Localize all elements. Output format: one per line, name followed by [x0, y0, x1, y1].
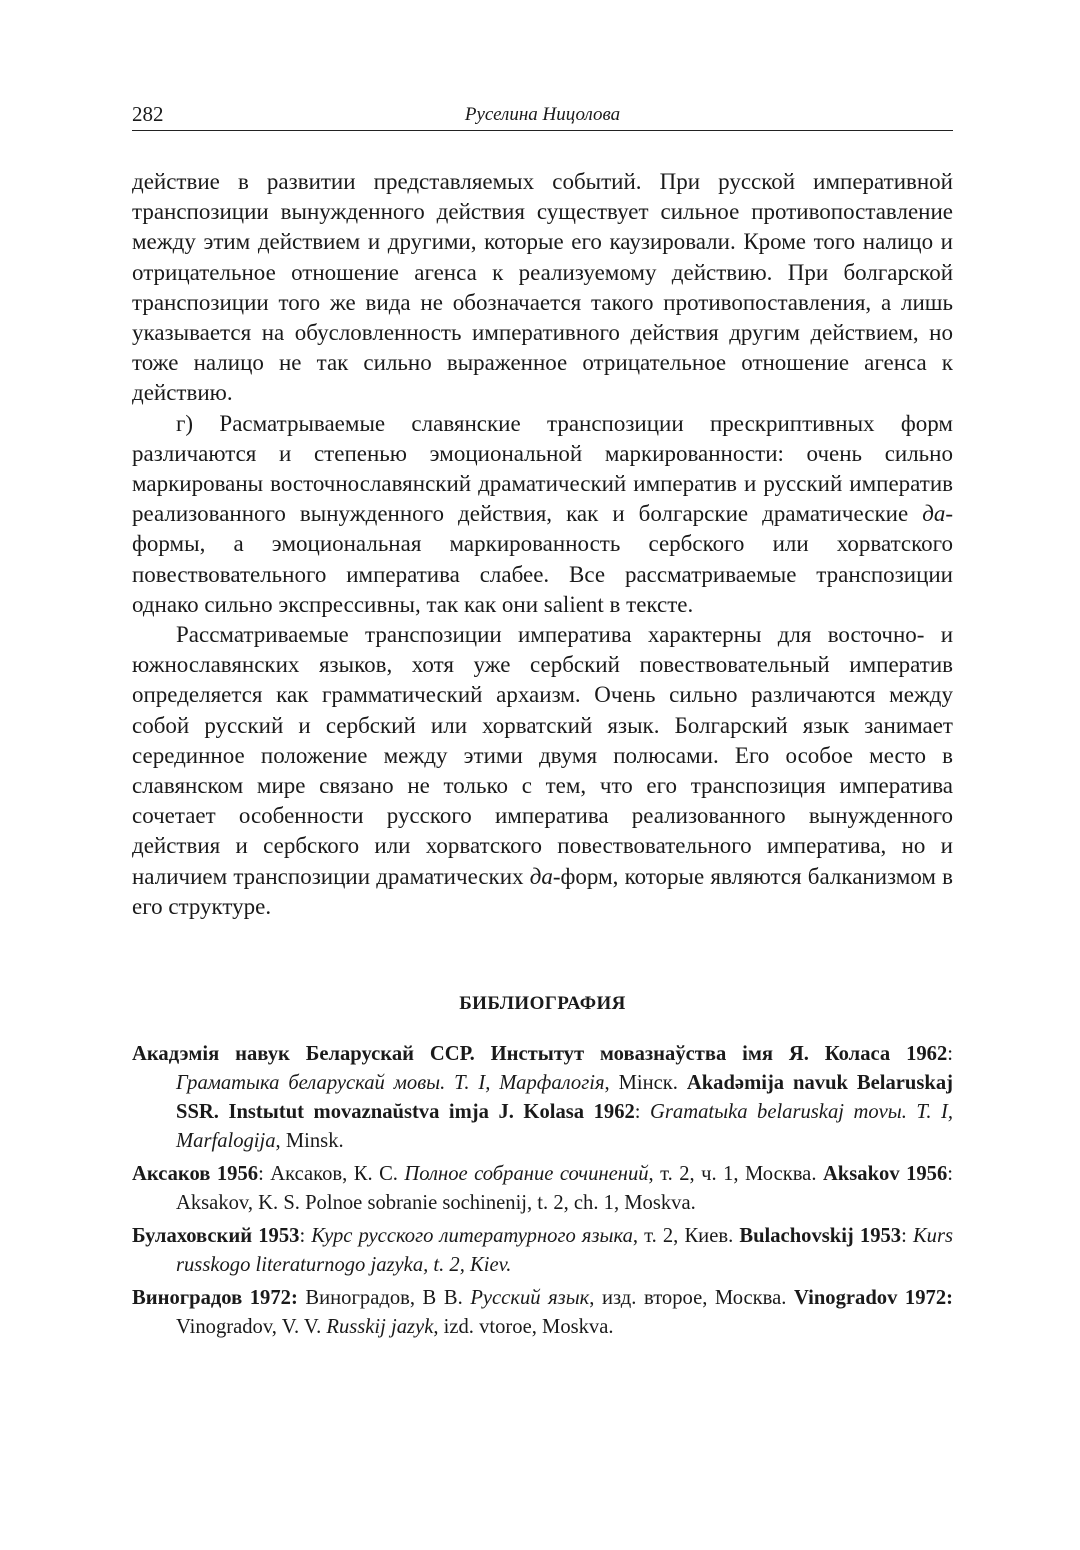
page [132, 96, 953, 1346]
paragraph-2 [132, 409, 953, 620]
paragraph-2-part-1: г) Расматрываемые славянские транспозиции прескриптивных форм различаются и степенью эмоциональной маркированности: очень сильно маркированы восточнославянский драматический императив и русский императив реализованного вынужденного действия, как и болгарские драматические [132, 410, 953, 527]
entry-rest: , Мінск. [604, 1072, 687, 1095]
entry-separator-latin: : Aksakov, K. S. Polnoe sobranie sochinenij, t. 2, ch. 1, Moskva. [176, 1163, 953, 1215]
entry-separator: : Аксаков, К. С. [258, 1163, 405, 1186]
paragraph-3-part-1: Рассматриваемые транспозиции императива характерны для восточно- и южнославянских языков, хотя уже сербский повествовательный императив определяется как грамматический архаизм. Очень сильно различаются между собой русский и сербский или хорватский язык. Болгарский язык занимает серединное положение между этими двумя полюсами. Его особое место в славянском мире связано не только с тем, что его транспозиция императива сочетает особенности русского императива реализованного вынужденного действия и сербского или хорватского повествовательного императива, но и наличием транспозиции драматических [132, 622, 953, 889]
entry-separator: : [947, 1043, 953, 1066]
paragraph-3-part-2: -форм, которые являются балканизмом в его структуре. [132, 863, 953, 919]
running-head-author: Руселина Ницолова [464, 104, 621, 125]
bibliography-entry [132, 1284, 953, 1342]
entry-key-latin: Akadәmija navuk Belaruskaj SSR. Instыtut movaznaŭstva imja J. Kolasa 1962 [176, 1072, 953, 1124]
entry-title-latin: Gramatыka belaruskaj movы. T. I, Marfalogija [176, 1101, 954, 1153]
bibliography-list [132, 1040, 953, 1342]
entry-title-latin: Russkij jazyk [326, 1316, 434, 1339]
entry-key-latin: Bulachovskij 1953 [739, 1225, 902, 1248]
entry-separator-latin: Vinogradov, V. V. [176, 1316, 327, 1339]
bibliography-entry [132, 1222, 953, 1280]
paragraph-3 [132, 620, 953, 922]
paragraph-1: действие в развитии представляемых событий. При русской императивной транспозиции вынужденного действия существует сильное противопоставление между этим действием и другими, которые его каузировали. Кроме того налицо и отрицательное отношение агенса к реализуемому действию. При болгарской транспозиции того же вида не обозначается такого противопоставления, а лишь указывается на обусловленность императивного действия другим действием, но тоже налицо не так сильно выраженное отрицательное отношение агенса к действию. [132, 169, 953, 406]
entry-key: Булаховский 1953 [132, 1225, 300, 1248]
paragraph-2-da-term: да [922, 501, 946, 527]
entry-separator-latin: : [634, 1101, 651, 1124]
entry-separator-latin: : [901, 1225, 913, 1248]
entry-rest: , изд. второе, Москва. [589, 1287, 794, 1310]
entry-title: Курс русского литературного языка [311, 1225, 633, 1248]
entry-rest: , т. 2, ч. 1, Москва. [648, 1163, 823, 1186]
bibliography-entry [132, 1160, 953, 1218]
entry-separator: : [299, 1225, 312, 1248]
entry-title: Граматыка беларускай мовы. Т. І, Марфалогія [176, 1072, 605, 1095]
entry-key: Аксаков 1956 [132, 1163, 259, 1186]
running-head [132, 96, 953, 131]
entry-key-latin: Aksakov 1956 [822, 1163, 948, 1186]
entry-separator: Виноградов, В В. [297, 1287, 471, 1310]
entry-title: Русский язык [470, 1287, 590, 1310]
paragraph-2-part-2: -формы, а эмоциональная маркированность сербского или хорватского повествовательного императива слабее. Все рассматриваемые транспозиции однако сильно экспрессивны, так как они salient в тексте. [132, 501, 953, 617]
entry-title: Полное собрание сочинений [404, 1163, 649, 1186]
bibliography-heading: БИБЛИОГРАФИЯ [459, 993, 626, 1015]
page-number: 282 [132, 102, 164, 126]
entry-rest-latin: , izd. vtoroe, Moskva. [433, 1316, 614, 1339]
bibliography-entry [132, 1040, 953, 1156]
entry-key: Акадэмія навук Беларускай ССР. Инстытут мовазнаўства імя Я. Коласа 1962 [132, 1043, 948, 1066]
entry-key: Виноградов 1972: [132, 1287, 298, 1310]
body-text [132, 167, 953, 922]
entry-title-latin: Kurs russkogo literaturnogo jazyka, t. 2, Kiev. [176, 1225, 953, 1277]
entry-key-latin: Vinogradov 1972: [794, 1287, 953, 1310]
entry-rest: , т. 2, Киев. [632, 1225, 740, 1248]
entry-rest-latin: , Minsk. [275, 1130, 344, 1153]
paragraph-3-da-term: да [529, 863, 553, 889]
